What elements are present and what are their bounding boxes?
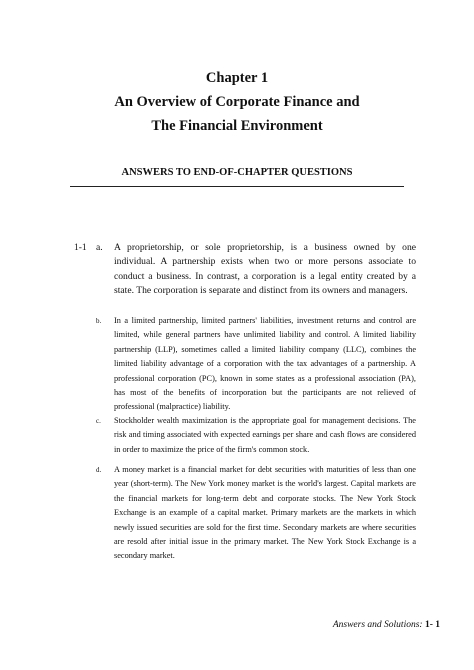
chapter-title-line-2: The Financial Environment xyxy=(151,118,323,134)
answer-text: A proprietorship, or sole proprietorship, is a business owned by one individual. A partnership exists when two or more persons associate to conduct a business. In contrast, a corporation is a legal entity created by a state. The corporation is separate and distinct from its owners and managers. xyxy=(114,242,416,296)
section-heading: ANSWERS TO END-OF-CHAPTER QUESTIONS xyxy=(121,167,353,178)
answer-text: In a limited partnership, limited partners' liabilities, investment returns and control are limited, while general partners have unlimited liability and control. A limited liability partnership (LLP), sometimes called a limited liability company (LLC), combines the limited liability advantage of a corporation with the tax advantages of a partnership. A professional corporation (PC), known in some states as a professional association (PA), has most of the benefits of incorporation but the participants are not relieved of professional (malpractice) liability. xyxy=(114,316,416,412)
answer-text: Stockholder wealth maximization is the appropriate goal for management decisions. The risk and timing associated with expected earnings per share and cash flows are considered in order to maximize the price of the firm's common stock. xyxy=(114,416,416,454)
answer-item-c xyxy=(96,414,416,457)
answer-item-b xyxy=(96,314,416,415)
heading-divider xyxy=(70,186,404,187)
question-number: 1-1 xyxy=(74,243,87,253)
answer-item-a xyxy=(96,241,416,298)
chapter-title-block xyxy=(60,66,414,138)
answer-letter: b. xyxy=(96,317,102,325)
page-number: 1- 1 xyxy=(424,620,440,630)
answer-letter: a. xyxy=(96,242,103,253)
chapter-number: Chapter 1 xyxy=(205,70,269,86)
footer-label: Answers and Solutions: xyxy=(332,620,423,630)
answer-letter: c. xyxy=(96,417,101,425)
answer-letter: d. xyxy=(96,466,102,474)
answer-item-d xyxy=(96,463,416,564)
page-footer xyxy=(333,620,440,630)
chapter-title-line-1: An Overview of Corporate Finance and xyxy=(114,94,360,110)
answer-text: A money market is a financial market for debt securities with maturities of less than one year (short-term). The New York money market is the world's largest. Capital markets are the financial markets for long-term debt and corporate stocks. The New York Stock Exchange is an example of a capital market. Primary markets are the markets in which newly issued securities are sold for the first time. Secondary markets are where securities are resold after initial issue in the primary market. The New York Stock Exchange is a secondary market. xyxy=(114,465,416,561)
